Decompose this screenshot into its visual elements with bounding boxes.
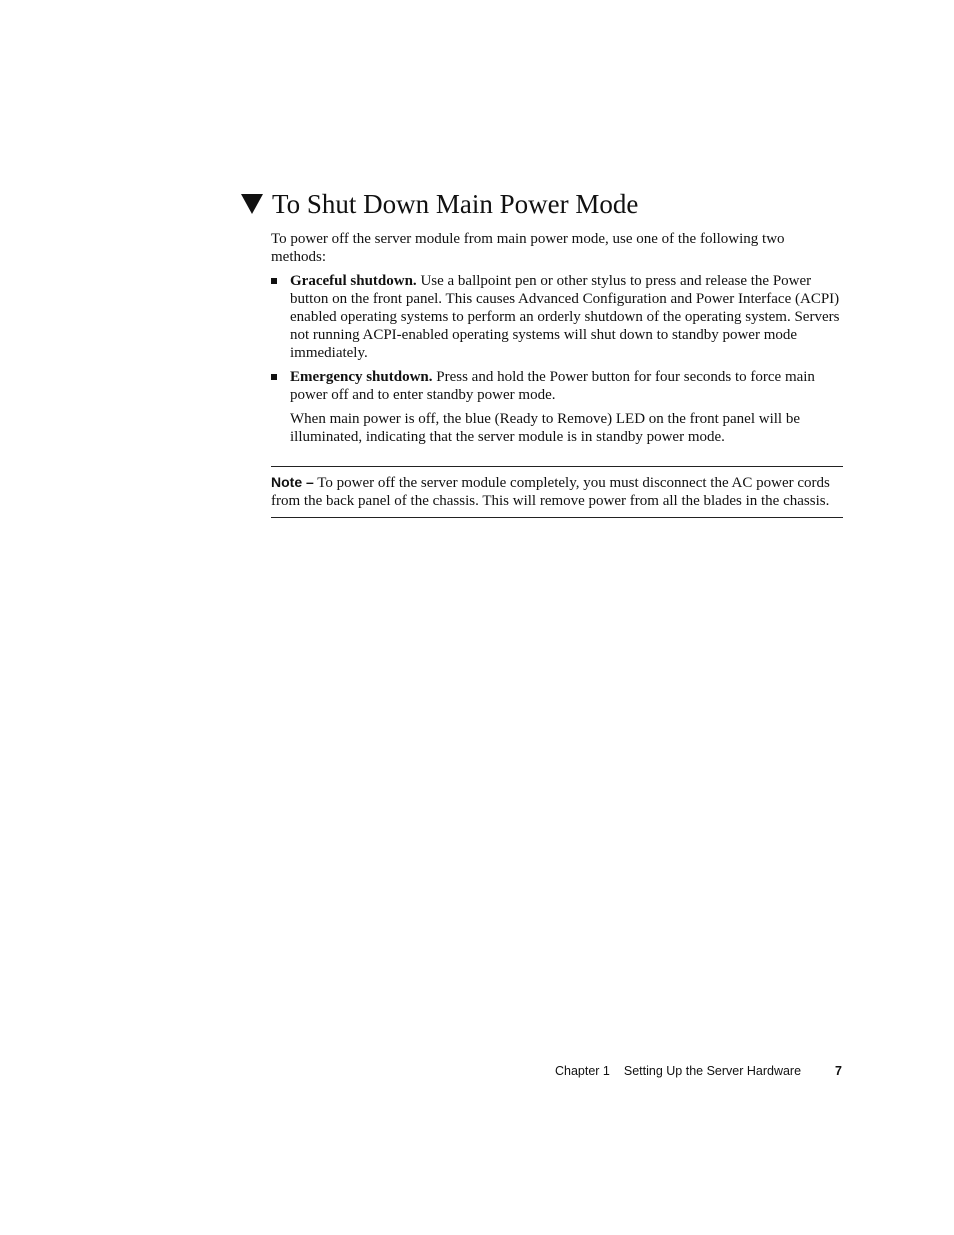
triangle-down-icon [241, 194, 263, 214]
method-term: Emergency shutdown. [290, 369, 433, 385]
methods-list [271, 272, 843, 446]
main-content [271, 230, 843, 518]
method-term: Graceful shutdown. [290, 273, 417, 289]
bullet-icon [271, 374, 277, 380]
footer-section: Setting Up the Server Hardware [623, 1064, 802, 1078]
list-item [271, 272, 843, 362]
intro-paragraph: To power off the server module from main power mode, use one of the following two methods: [271, 231, 785, 265]
section-heading [241, 187, 638, 221]
list-item [271, 368, 843, 446]
note-text: To power off the server module completely, you must disconnect the AC power cords from the back panel of the chassis. This will remove power from all the blades in the chassis. [271, 475, 830, 509]
page-number: 7 [835, 1064, 842, 1078]
page-title: To Shut Down Main Power Mode [272, 189, 639, 219]
method-text: Press and hold the Power button for four seconds to force main power off and to enter standby power mode. [290, 369, 815, 403]
page-footer [555, 1064, 842, 1078]
method-extra-paragraph: When main power is off, the blue (Ready to Remove) LED on the front panel will be illuminated, indicating that the server module is in standby power mode. [290, 411, 800, 445]
note-box [271, 466, 843, 518]
method-text: Use a ballpoint pen or other stylus to press and release the Power button on the front panel. This causes Advanced Configuration and Power Interface (ACPI) enabled operating systems to perform an orderly shutdown of the operating system. Servers not running ACPI-enabled operating systems will shut down to standby power mode immediately. [290, 273, 840, 361]
footer-chapter: Chapter 1 [554, 1064, 610, 1078]
note-label: Note – [271, 474, 314, 490]
bullet-icon [271, 278, 277, 284]
